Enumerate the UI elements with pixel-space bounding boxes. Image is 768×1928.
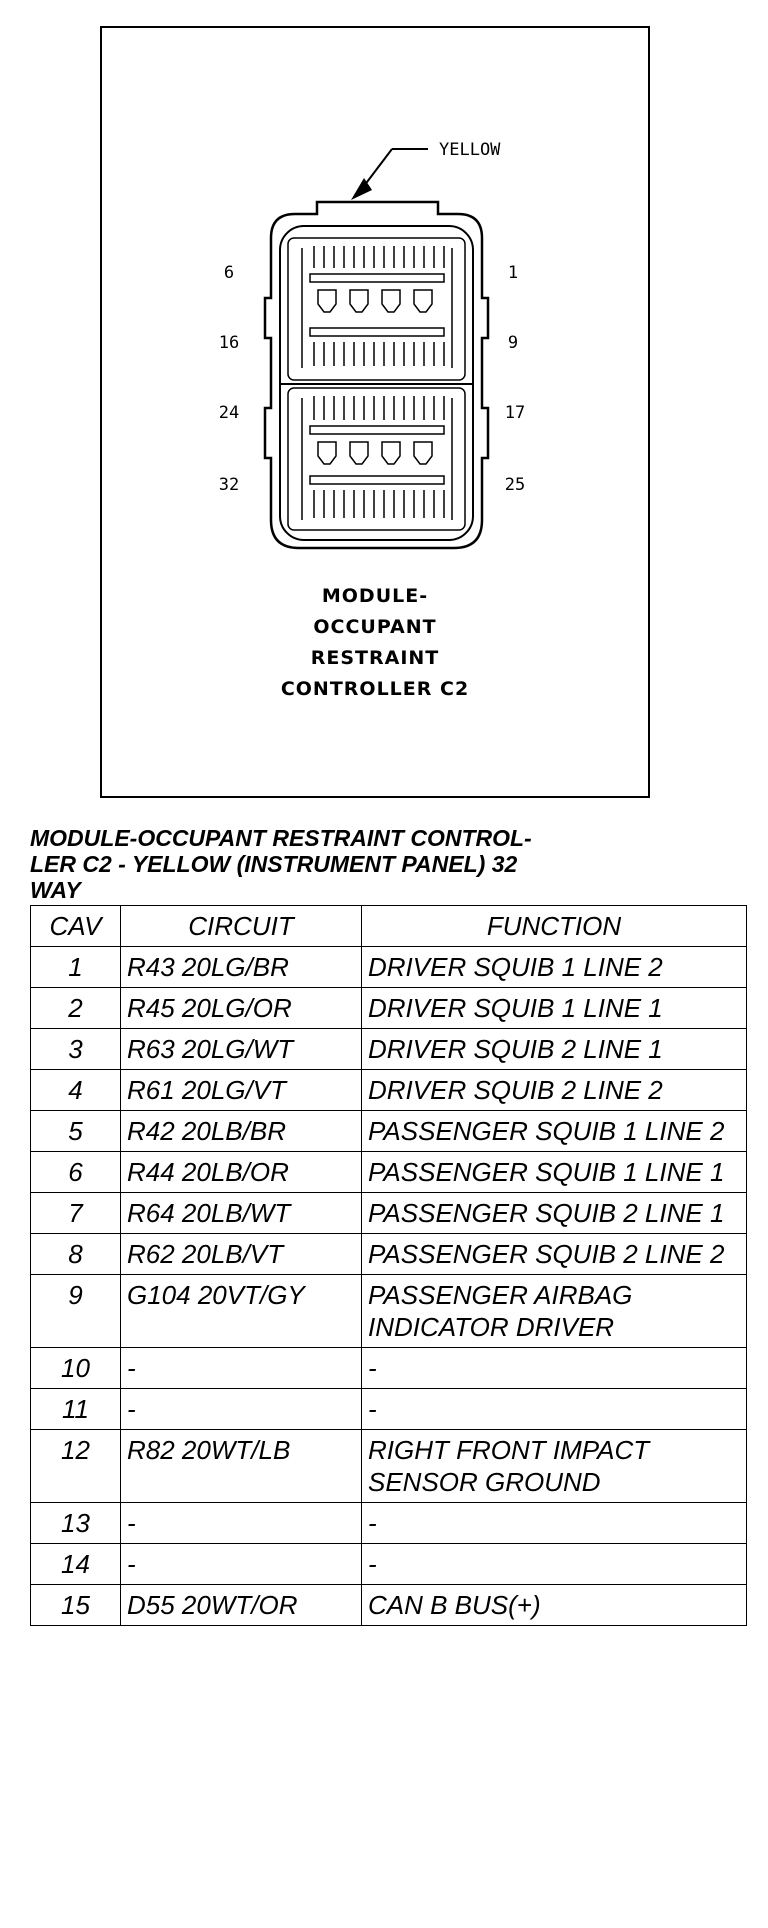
cell-cav: 10 xyxy=(31,1348,121,1389)
cell-circuit: R82 20WT/LB xyxy=(121,1430,362,1503)
yellow-leader-arrow xyxy=(364,149,428,186)
header-cav: CAV xyxy=(31,906,121,947)
cell-cav: 8 xyxy=(31,1234,121,1275)
cell-cav: 12 xyxy=(31,1430,121,1503)
pin-label-24: 24 xyxy=(218,403,240,423)
cell-cav: 6 xyxy=(31,1152,121,1193)
cell-circuit: R62 20LB/VT xyxy=(121,1234,362,1275)
cell-circuit: - xyxy=(121,1503,362,1544)
pinout-table xyxy=(30,905,747,1626)
cell-circuit: R42 20LB/BR xyxy=(121,1111,362,1152)
cell-circuit: R44 20LB/OR xyxy=(121,1152,362,1193)
cell-cav: 4 xyxy=(31,1070,121,1111)
cell-circuit: - xyxy=(121,1348,362,1389)
table-row xyxy=(31,1029,747,1070)
cell-function: PASSENGER SQUIB 2 LINE 2 xyxy=(362,1234,747,1275)
cell-cav: 9 xyxy=(31,1275,121,1348)
pin-label-25: 25 xyxy=(504,475,526,495)
table-row xyxy=(31,1544,747,1585)
lower-cavity-block xyxy=(302,396,452,520)
cell-cav: 14 xyxy=(31,1544,121,1585)
table-row xyxy=(31,1430,747,1503)
cell-circuit: R61 20LG/VT xyxy=(121,1070,362,1111)
table-row xyxy=(31,1234,747,1275)
cell-cav: 5 xyxy=(31,1111,121,1152)
pin-label-32: 32 xyxy=(218,475,240,495)
figure-caption-line-3: RESTRAINT xyxy=(310,647,440,669)
table-row xyxy=(31,1152,747,1193)
heading-line: LER C2 - YELLOW (INSTRUMENT PANEL) 32 xyxy=(30,851,518,877)
cell-function: DRIVER SQUIB 1 LINE 2 xyxy=(362,947,747,988)
cell-circuit: R43 20LG/BR xyxy=(121,947,362,988)
cell-function: CAN B BUS(+) xyxy=(362,1585,747,1626)
figure-caption-line-2: OCCUPANT xyxy=(313,616,437,638)
cell-cav: 1 xyxy=(31,947,121,988)
heading-line: MODULE-OCCUPANT RESTRAINT CONTROL- xyxy=(30,825,532,851)
pin-label-16: 16 xyxy=(218,333,240,353)
table-row xyxy=(31,1585,747,1626)
connector-drawing xyxy=(102,28,648,796)
color-label: YELLOW xyxy=(439,140,501,160)
table-row xyxy=(31,1275,747,1348)
cell-function: RIGHT FRONT IMPACT SENSOR GROUND xyxy=(362,1430,747,1503)
pin-label-6: 6 xyxy=(223,263,235,283)
connector-outline xyxy=(265,202,488,548)
upper-cavity-block xyxy=(302,246,452,368)
pin-label-17: 17 xyxy=(504,403,526,423)
cell-cav: 11 xyxy=(31,1389,121,1430)
table-row xyxy=(31,1503,747,1544)
header-circuit: CIRCUIT xyxy=(121,906,362,947)
table-row xyxy=(31,1348,747,1389)
cell-function: PASSENGER SQUIB 2 LINE 1 xyxy=(362,1193,747,1234)
table-header-row xyxy=(31,906,747,947)
connector-figure xyxy=(100,26,650,798)
figure-caption-line-4: CONTROLLER C2 xyxy=(280,678,470,700)
cell-function: - xyxy=(362,1348,747,1389)
header-function: FUNCTION xyxy=(362,906,747,947)
table-row xyxy=(31,947,747,988)
heading-line: WAY xyxy=(30,877,81,903)
cell-circuit: G104 20VT/GY xyxy=(121,1275,362,1348)
cell-circuit: R63 20LG/WT xyxy=(121,1029,362,1070)
cell-circuit: - xyxy=(121,1389,362,1430)
pin-label-1: 1 xyxy=(507,263,519,283)
cell-cav: 3 xyxy=(31,1029,121,1070)
table-row xyxy=(31,1389,747,1430)
cell-function: PASSENGER SQUIB 1 LINE 1 xyxy=(362,1152,747,1193)
table-row xyxy=(31,988,747,1029)
cell-function: DRIVER SQUIB 1 LINE 1 xyxy=(362,988,747,1029)
cell-function: DRIVER SQUIB 2 LINE 2 xyxy=(362,1070,747,1111)
cell-function: - xyxy=(362,1503,747,1544)
cell-circuit: - xyxy=(121,1544,362,1585)
cell-function: - xyxy=(362,1544,747,1585)
connector-heading xyxy=(30,825,730,903)
cell-cav: 15 xyxy=(31,1585,121,1626)
figure-caption-line-1: MODULE- xyxy=(321,585,429,607)
cell-circuit: R64 20LB/WT xyxy=(121,1193,362,1234)
pin-label-9: 9 xyxy=(507,333,519,353)
cell-circuit: D55 20WT/OR xyxy=(121,1585,362,1626)
cell-function: PASSENGER AIRBAG INDICATOR DRIVER xyxy=(362,1275,747,1348)
table-row xyxy=(31,1070,747,1111)
cell-circuit: R45 20LG/OR xyxy=(121,988,362,1029)
cell-function: PASSENGER SQUIB 1 LINE 2 xyxy=(362,1111,747,1152)
table-row xyxy=(31,1111,747,1152)
cell-cav: 2 xyxy=(31,988,121,1029)
arrow-head-icon xyxy=(351,178,372,200)
cell-function: DRIVER SQUIB 2 LINE 1 xyxy=(362,1029,747,1070)
table-row xyxy=(31,1193,747,1234)
cell-function: - xyxy=(362,1389,747,1430)
cell-cav: 7 xyxy=(31,1193,121,1234)
cell-cav: 13 xyxy=(31,1503,121,1544)
